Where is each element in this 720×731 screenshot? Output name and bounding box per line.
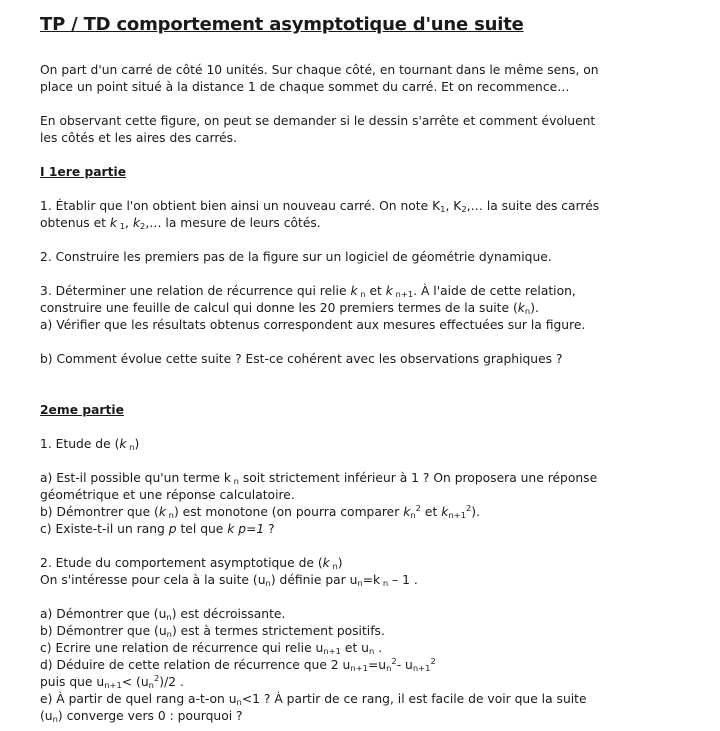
intro-line: les côtés et les aires des carrés. — [40, 131, 237, 145]
text-line: 3. Déterminer une relation de récurrence qui relie k $_n$ et k $_{n+1}$. À l'aide de cette relation, — [40, 284, 576, 300]
text-line: géométrique et une réponse calculatoire. — [40, 488, 295, 502]
text-line: a) Vérifier que les résultats obtenus correspondent aux mesures effectuées sur la figure. — [40, 318, 586, 332]
text-line: b) Démontrer que (k $_n$) est monotone (on pourra comparer $k_n^2$ et $k_{n+1}^2$). — [40, 502, 480, 521]
part2-questions-ae — [40, 606, 587, 725]
part1-question-3 — [40, 283, 586, 334]
text-line: e) À partir de quel rang a-t-on $u_n<1$ ? À partir de ce rang, il est facile de voir que la suite — [40, 692, 587, 708]
part1-question-3b — [40, 351, 563, 368]
text-line: a) Démontrer que $(u_n)$ est décroissante. — [40, 607, 286, 623]
text-line: b) Démontrer que $(u_n)$ est à termes strictement positifs. — [40, 624, 385, 640]
text-line: 2. Construire les premiers pas de la figure sur un logiciel de géométrie dynamique. — [40, 250, 552, 264]
part2-heading-block — [40, 402, 560, 419]
text-line: a) Est-il possible qu'un terme k $_n$ soit strictement inférieur à 1 ? On proposera une réponse — [40, 471, 598, 487]
text-line: puis que $u_{n+1}< (u_n^2)/2$ . — [40, 672, 184, 691]
text-line: On s'intéresse pour cela à la suite $(u_n)$ définie par $u_n=k$ $_n$ – 1 . — [40, 573, 418, 589]
part1-question-1 — [40, 198, 600, 232]
text-line: d) Déduire de cette relation de récurrence que 2 $u_{n+1}=u_n^2-$ $u_{n+1}^2$ — [40, 655, 436, 674]
part2-subsection-1 — [40, 436, 560, 453]
section-heading: I 1ere partie — [40, 165, 127, 179]
text-line: c) Existe-t-il un rang p tel que k p=1 ? — [40, 522, 275, 536]
intro-line: place un point situé à la distance 1 de chaque sommet du carré. Et on recommence… — [40, 80, 570, 94]
intro-paragraph — [40, 62, 599, 96]
section-heading: 2eme partie — [40, 403, 124, 417]
text-line: obtenus et k $_1$, $k_2,\dots$ la mesure de leurs côtés. — [40, 216, 321, 232]
part2-questions-abc — [40, 470, 598, 538]
part1-heading-block — [40, 164, 560, 181]
text-line: b) Comment évolue cette suite ? Est-ce cohérent avec les observations graphiques ? — [40, 352, 563, 366]
part2-subsection-2 — [40, 555, 560, 589]
page-title: TP / TD comportement asymptotique d'une suite — [40, 14, 524, 35]
intro-line: On part d'un carré de côté 10 unités. Sur chaque côté, en tournant dans le même sens, on — [40, 63, 599, 77]
part1-question-2 — [40, 249, 560, 266]
intro-line: En observant cette figure, on peut se demander si le dessin s'arrête et comment évoluent — [40, 114, 596, 128]
intro-paragraph — [40, 113, 596, 147]
text-line: construire une feuille de calcul qui donne les 20 premiers termes de la suite $(k_n)$. — [40, 301, 539, 317]
text-line: $(u_n)$ converge vers 0 : pourquoi ? — [40, 709, 243, 725]
text-line: 2. Etude du comportement asymptotique de (k $_n$) — [40, 556, 343, 572]
text-line: c) Ecrire une relation de récurrence qui relie $u_{n+1}$ et $u_n$ . — [40, 641, 383, 657]
text-line: 1. Établir que l'on obtient bien ainsi un nouveau carré. On note $K_1$, $K_2,\dots$ la suite des carrés — [40, 199, 600, 215]
text-line: 1. Etude de (k $_n$) — [40, 437, 140, 453]
